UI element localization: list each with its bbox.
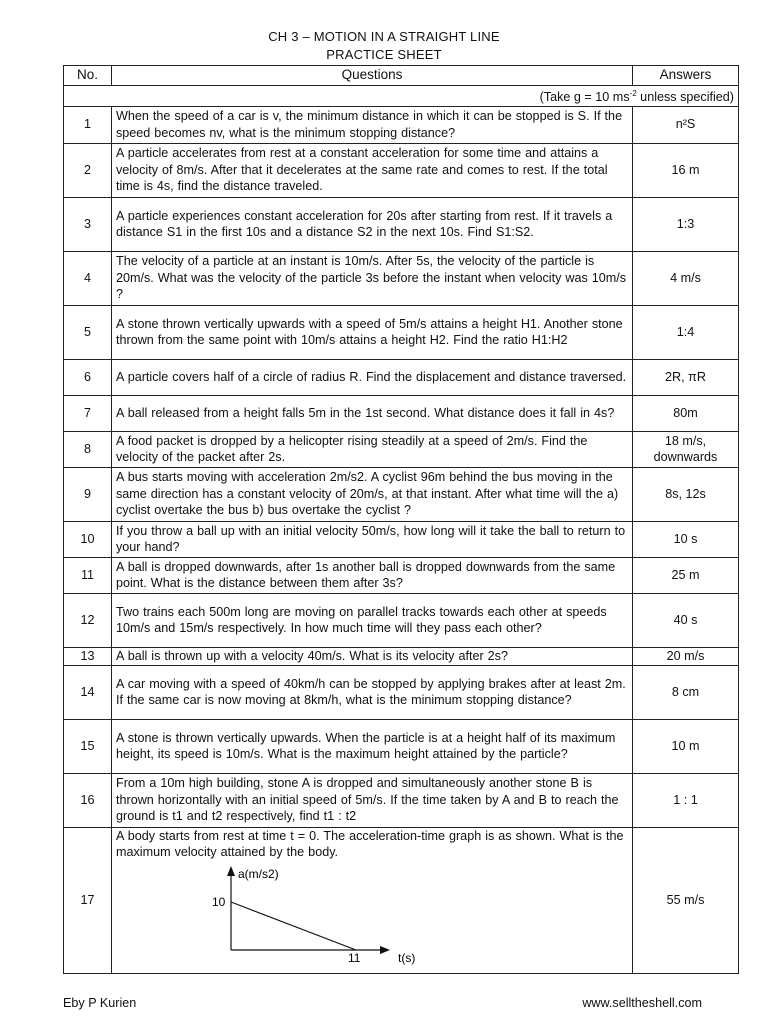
table-row	[64, 395, 739, 431]
question-text	[112, 593, 633, 647]
header-answers: Answers	[633, 66, 739, 86]
question-text-content: A food packet is dropped by a helicopter rising steadily at a speed of 2m/s. Find the velocity of the packet after 2s.	[116, 433, 588, 465]
question-number: 11	[64, 557, 112, 593]
question-text	[112, 251, 633, 305]
question-text-content: A stone thrown vertically upwards with a speed of 5m/s attains a height H1. Another stone thrown from the same point with 10m/s attains a height H2. Find the ratio H1:H2	[116, 316, 623, 348]
question-text-content: A stone is thrown vertically upwards. When the particle is at a height half of its maximum height, its speed is 10m/s. What is the maximum height attained by the particle?	[116, 730, 616, 762]
x-value-label: 11	[348, 951, 361, 966]
question-text-content: A ball is thrown up with a velocity 40m/s. What is its velocity after 2s?	[116, 648, 508, 663]
x-axis-arrow	[380, 946, 390, 954]
question-text	[112, 665, 633, 719]
answer-text: 40 s	[633, 593, 739, 647]
table-row	[64, 143, 739, 197]
table-row	[64, 773, 739, 827]
question-text-content: From a 10m high building, stone A is dropped and simultaneously another stone B is thrown horizontally with an initial speed of 5m/s. If the time taken by A and B to reach the ground is t1 and t2 respectively, find t1 : t2	[116, 776, 619, 824]
y-value-label: 10	[212, 895, 226, 910]
question-text	[112, 359, 633, 395]
question-number: 3	[64, 197, 112, 251]
answer-text: 20 m/s	[633, 647, 739, 665]
question-number: 2	[64, 143, 112, 197]
question-text-content: A body starts from rest at time t = 0. The acceleration-time graph is as shown. What is the maximum velocity attained by the body.	[116, 828, 624, 859]
answer-text: 1 : 1	[633, 773, 739, 827]
question-text	[112, 773, 633, 827]
question-text	[112, 143, 633, 197]
header-questions: Questions	[112, 66, 633, 86]
question-number: 16	[64, 773, 112, 827]
question-number: 5	[64, 305, 112, 359]
table-row	[64, 827, 739, 973]
question-text	[112, 197, 633, 251]
question-text	[112, 647, 633, 665]
question-text-content: A bus starts moving with acceleration 2m/s2. A cyclist 96m behind the bus moving in the same direction has a constant velocity of 20m/s, at that instant. After what time will the a) cyclist overtake the bus b) bus overtake the cyclist ?	[116, 470, 619, 518]
question-number: 7	[64, 395, 112, 431]
footer-author: Eby P Kurien	[63, 996, 137, 1010]
table-row	[64, 359, 739, 395]
table-row	[64, 665, 739, 719]
y-axis-label: a(m/s2)	[238, 867, 279, 882]
acceleration-time-graph	[116, 862, 416, 966]
table-row	[64, 106, 739, 143]
question-text	[112, 395, 633, 431]
answer-text: n²S	[633, 106, 739, 143]
question-text	[112, 106, 633, 143]
gravity-note: (Take g = 10 $ms^{-2}$ unless specified)	[64, 86, 739, 107]
x-axis-label: t(s)	[398, 951, 416, 966]
question-number: 15	[64, 719, 112, 773]
answer-text: 8s, 12s	[633, 467, 739, 521]
question-number: 14	[64, 665, 112, 719]
question-text	[112, 305, 633, 359]
table-row	[64, 647, 739, 665]
questions-table	[63, 65, 739, 974]
answer-text: 55 m/s	[633, 827, 739, 973]
table-row	[64, 305, 739, 359]
answer-text: 1:3	[633, 197, 739, 251]
page-subtitle: PRACTICE SHEET	[326, 47, 442, 62]
question-number: 17	[64, 827, 112, 973]
answer-text: 4 m/s	[633, 251, 739, 305]
question-text-content: If you throw a ball up with an initial velocity 50m/s, how long will it take the ball to return to your hand?	[116, 523, 626, 555]
question-number: 12	[64, 593, 112, 647]
answer-text: 18 m/s, downwards	[633, 431, 739, 467]
question-text-content: A particle covers half of a circle of radius R. Find the displacement and distance traversed.	[116, 369, 627, 384]
question-text	[112, 827, 633, 973]
question-number: 13	[64, 647, 112, 665]
table-row	[64, 251, 739, 305]
answer-text: 10 s	[633, 521, 739, 557]
question-text-content: A particle accelerates from rest at a constant acceleration for some time and attains a velocity of 8m/s. After that it decelerates at the same rate and comes to rest. If the total time is 4s, find the distance traveled.	[116, 146, 608, 194]
question-text	[112, 467, 633, 521]
table-row	[64, 467, 739, 521]
header-no: No.	[64, 66, 112, 86]
table-row	[64, 197, 739, 251]
table-row	[64, 593, 739, 647]
question-text-content: A particle experiences constant acceleration for 20s after starting from rest. If it travels a distance S1 in the first 10s and a distance S2 in the next 10s. Find S1:S2.	[116, 208, 613, 240]
question-text	[112, 431, 633, 467]
answer-text: 25 m	[633, 557, 739, 593]
answer-text: 1:4	[633, 305, 739, 359]
question-number: 9	[64, 467, 112, 521]
page-title: CH 3 – MOTION IN A STRAIGHT LINE	[268, 29, 500, 44]
question-number: 8	[64, 431, 112, 467]
question-number: 4	[64, 251, 112, 305]
table-row	[64, 521, 739, 557]
answer-text: 80m	[633, 395, 739, 431]
table-row	[64, 719, 739, 773]
table-header-row	[64, 66, 739, 86]
answer-text: 2R, πR	[633, 359, 739, 395]
question-text-content: Two trains each 500m long are moving on parallel tracks towards each other at speeds 10m/s and 15m/s respectively. In how much time will they pass each other?	[116, 604, 607, 636]
question-text-content: When the speed of a car is v, the minimum distance in which it can be stopped is S. If the speed becomes nv, what is the minimum stopping distance?	[116, 109, 623, 140]
question-number: 6	[64, 359, 112, 395]
footer-website: www.selltheshell.com	[582, 996, 702, 1010]
question-text	[112, 521, 633, 557]
answer-text: 16 m	[633, 143, 739, 197]
question-number: 1	[64, 106, 112, 143]
table-row	[64, 431, 739, 467]
question-text	[112, 557, 633, 593]
question-text-content: A ball released from a height falls 5m in the 1st second. What distance does it fall in 4s?	[116, 405, 615, 420]
question-text-content: The velocity of a particle at an instant is 10m/s. After 5s, the velocity of the particle is 20m/s. What was the velocity of the particle 3s before the instant when velocity was 10m/s ?	[116, 254, 627, 302]
table-row	[64, 557, 739, 593]
question-text-content: A ball is dropped downwards, after 1s another ball is dropped downwards from the same point. What is the distance between them after 3s?	[116, 559, 616, 591]
note-row	[64, 86, 739, 107]
answer-text: 10 m	[633, 719, 739, 773]
question-text-content: A car moving with a speed of 40km/h can be stopped by applying brakes after at least 2m. If the same car is now moving at 8km/h, what is the minimum stopping distance?	[116, 676, 626, 708]
question-number: 10	[64, 521, 112, 557]
y-axis-arrow	[227, 866, 235, 876]
answer-text: 8 cm	[633, 665, 739, 719]
acceleration-line	[231, 902, 356, 950]
question-text	[112, 719, 633, 773]
